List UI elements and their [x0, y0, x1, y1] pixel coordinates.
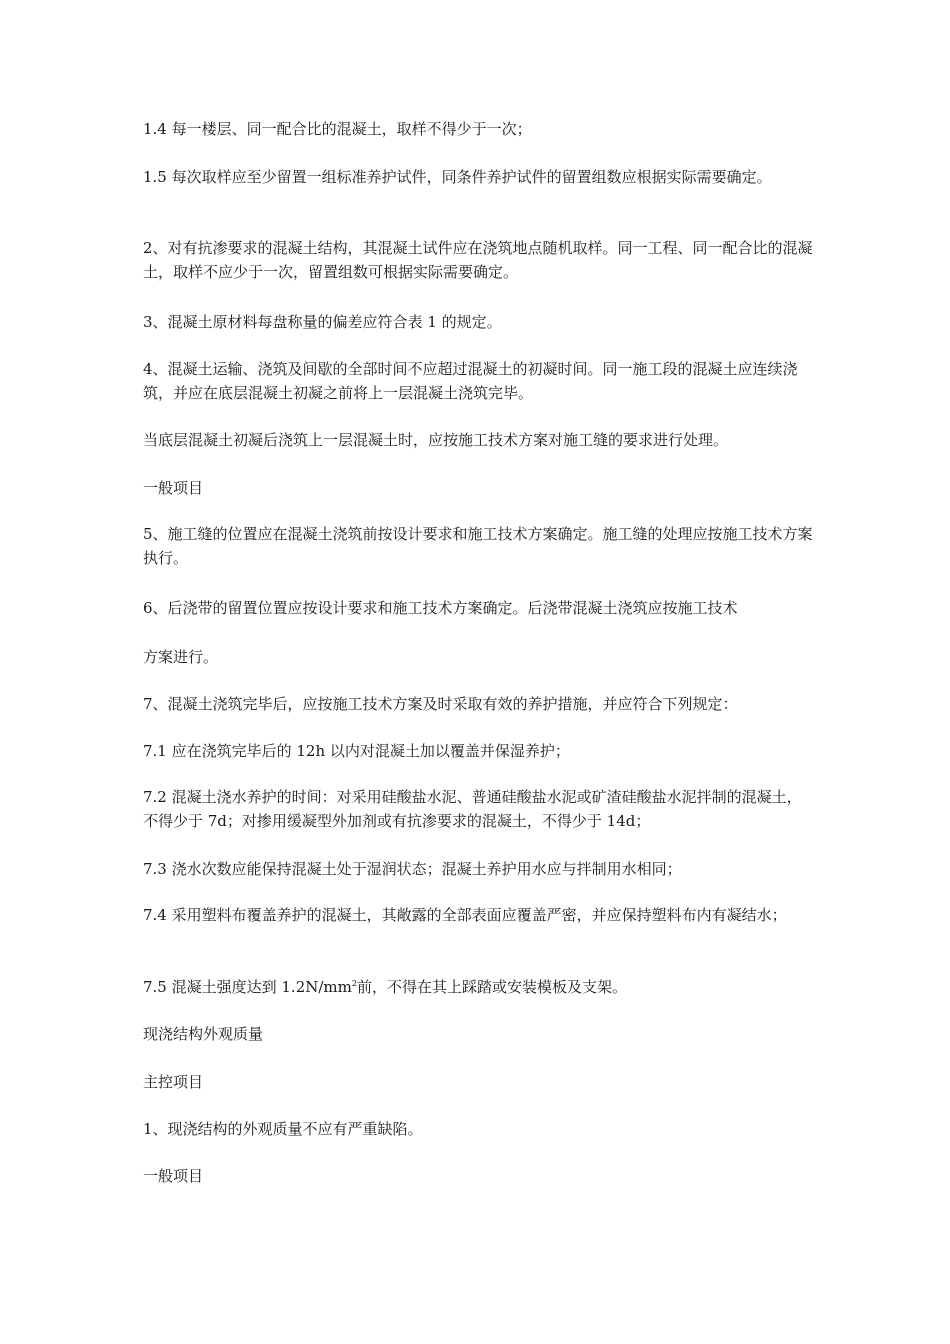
paragraph-5: 5、施工缝的位置应在混凝土浇筑前按设计要求和施工技术方案确定。施工缝的处理应按施工技术方案执行。 — [143, 525, 813, 567]
paragraph-7-5-text-end: 前，不得在其上踩踏或安装模板及支架。 — [356, 978, 627, 996]
paragraph-1-5: 1.5 每次取样应至少留置一组标准养护试件，同条件养护试件的留置组数应根据实际需要确定。 — [143, 168, 772, 186]
paragraph-7-5 — [143, 975, 813, 999]
paragraph-main-1: 1、现浇结构的外观质量不应有严重缺陷。 — [143, 1120, 423, 1138]
section-heading-general-items: 一般项目 — [143, 479, 204, 497]
paragraph-2: 2、对有抗渗要求的混凝土结构，其混凝土试件应在浇筑地点随机取样。同一工程、同一配合比的混凝土，取样不应少于一次，留置组数可根据实际需要确定。 — [143, 239, 813, 281]
section-heading-appearance-quality: 现浇结构外观质量 — [143, 1025, 264, 1043]
paragraph-4: 4、混凝土运输、浇筑及间歇的全部时间不应超过混凝土的初凝时间。同一施工段的混凝土应连续浇筑，并应在底层混凝土初凝之前将上一层混凝土浇筑完毕。 — [143, 360, 798, 402]
paragraph-6: 6、后浇带的留置位置应按设计要求和施工技术方案确定。后浇带混凝土浇筑应按施工技术 — [143, 599, 738, 617]
paragraph-7-2: 7.2 混凝土浇水养护的时间：对采用硅酸盐水泥、普通硅酸盐水泥或矿渣硅酸盐水泥拌制的混凝土，不得少于 7d；对掺用缓凝型外加剂或有抗渗要求的混凝土，不得少于 14d； — [143, 788, 802, 830]
paragraph-7-5-text: 7.5 混凝土强度达到 1.2N/mm — [143, 978, 352, 996]
paragraph-7-3: 7.3 浇水次数应能保持混凝土处于湿润状态；混凝土养护用水应与拌制用水相同； — [143, 860, 682, 878]
paragraph-1-4: 1.4 每一楼层、同一配合比的混凝土，取样不得少于一次； — [143, 120, 532, 138]
paragraph-7: 7、混凝土浇筑完毕后，应按施工技术方案及时采取有效的养护措施，并应符合下列规定： — [143, 695, 738, 713]
paragraph-7-1: 7.1 应在浇筑完毕后的 12h 以内对混凝土加以覆盖并保湿养护； — [143, 742, 570, 760]
paragraph-7-4: 7.4 采用塑料布覆盖养护的混凝土，其敞露的全部表面应覆盖严密，并应保持塑料布内有凝结水； — [143, 906, 787, 924]
section-heading-general-items-2: 一般项目 — [143, 1167, 204, 1185]
paragraph-4-note: 当底层混凝土初凝后浇筑上一层混凝土时，应按施工技术方案对施工缝的要求进行处理。 — [143, 431, 729, 449]
paragraph-6-continued: 方案进行。 — [143, 648, 219, 666]
unit-superscript: 2 — [351, 979, 357, 988]
section-heading-main-control-items: 主控项目 — [143, 1073, 204, 1091]
paragraph-3: 3、混凝土原材料每盘称量的偏差应符合表 1 的规定。 — [143, 313, 502, 331]
